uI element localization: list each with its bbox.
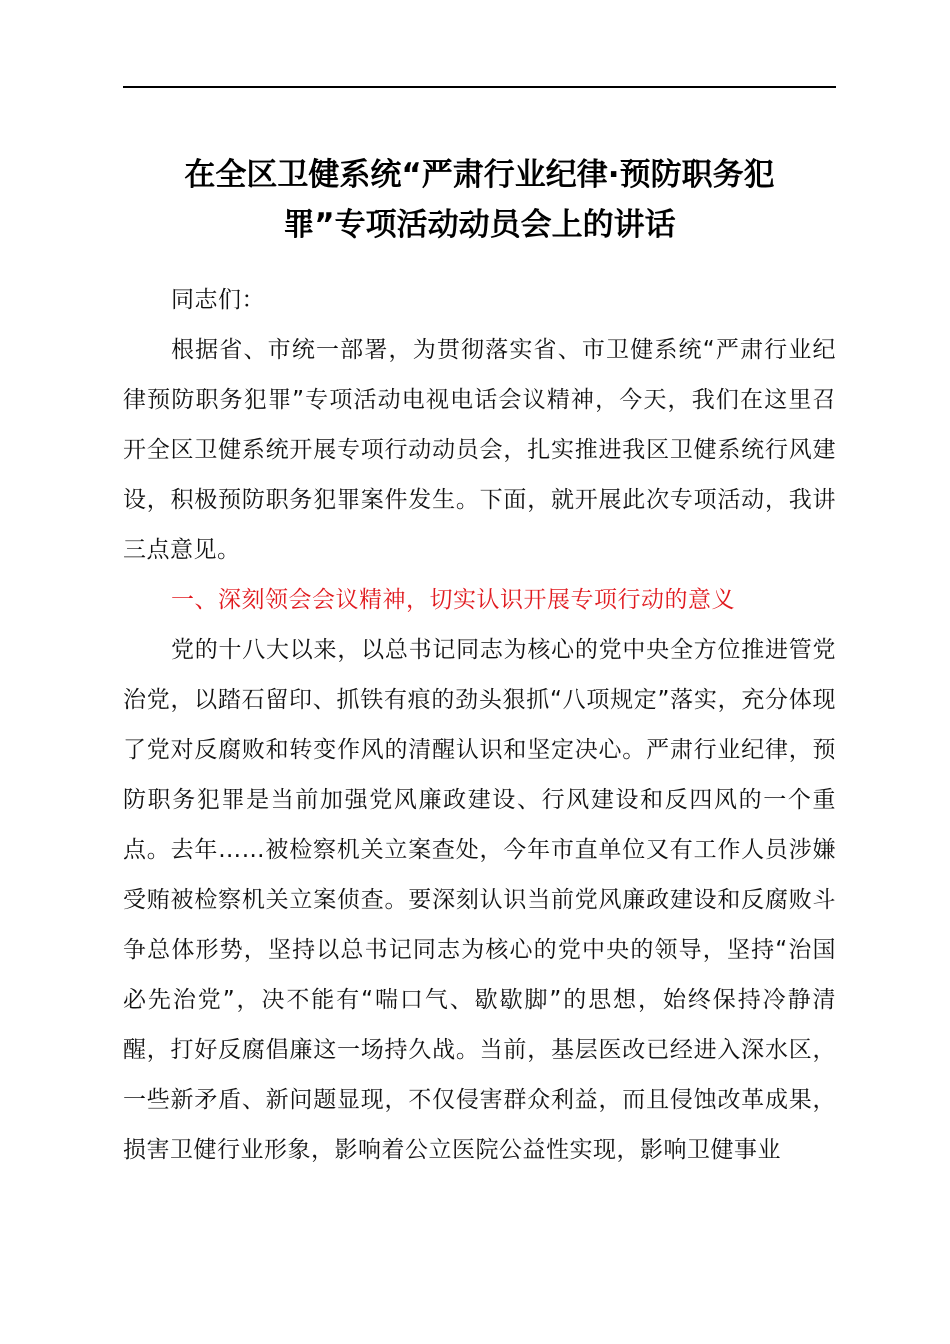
document-body xyxy=(123,275,836,1175)
section-heading-1: 一、深刻领会会议精神，切实认识开展专项行动的意义 xyxy=(171,587,735,613)
header-rule xyxy=(123,86,836,88)
title-line-1: 在全区卫健系统“严肃行业纪律·预防职务犯 xyxy=(184,157,775,193)
salutation: 同志们： xyxy=(171,287,265,313)
document-title xyxy=(123,150,836,250)
paragraph-section-1: 党的十八大以来，以总书记同志为核心的党中央全方位推进管党治党，以踏石留印、抓铁有痕的劲头狠抓“八项规定”落实，充分体现了党对反腐败和转变作风的清醒认识和坚定决心。严肃行业纪律，预防职务犯罪是当前加强党风廉政建设、行风建设和反四风的一个重点。去年……被检察机关立案查处，今年市直单位又有工作人员涉嫌受贿被检察机关立案侦查。要深刻认识当前党风廉政建设和反腐败斗争总体形势，坚持以总书记同志为核心的党中央的领导，坚持“治国必先治党”，决不能有“喘口气、歇歇脚”的思想，始终保持冷静清醒，打好反腐倡廉这一场持久战。当前，基层医改已经进入深水区，一些新矛盾、新问题显现，不仅侵害群众利益，而且侵蚀改革成果，损害卫健行业形象，影响着公立医院公益性实现，影响卫健事业 xyxy=(123,637,836,1163)
paragraph-intro: 根据省、市统一部署，为贯彻落实省、市卫健系统“严肃行业纪律预防职务犯罪”专项活动电视电话会议精神，今天，我们在这里召开全区卫健系统开展专项行动动员会，扎实推进我区卫健系统行风建设，积极预防职务犯罪案件发生。下面，就开展此次专项活动，我讲三点意见。 xyxy=(123,337,836,563)
title-line-2: 罪”专项活动动员会上的讲话 xyxy=(283,207,676,243)
